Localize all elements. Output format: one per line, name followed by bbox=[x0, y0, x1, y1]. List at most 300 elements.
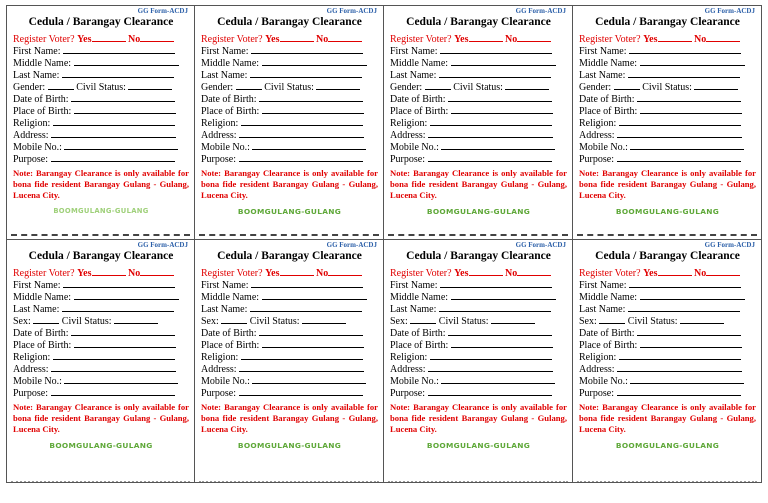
place-of-birth-label: Place of Birth: bbox=[201, 106, 260, 117]
last-name-label: Last Name: bbox=[13, 304, 60, 315]
address-row bbox=[390, 363, 567, 375]
voter-yes-label: Yes bbox=[265, 268, 280, 279]
last-name-field[interactable] bbox=[62, 303, 174, 312]
cut-line bbox=[577, 481, 757, 483]
purpose-field[interactable] bbox=[617, 387, 741, 396]
purpose-field[interactable] bbox=[428, 153, 552, 162]
religion-label: Religion: bbox=[13, 352, 51, 363]
date-of-birth-row bbox=[390, 93, 567, 105]
middle-name-row bbox=[13, 57, 189, 69]
place-of-birth-field[interactable] bbox=[262, 105, 364, 114]
form-code: GG Form-ACDJ bbox=[137, 7, 188, 15]
register-voter-label: Register Voter? bbox=[390, 268, 452, 279]
middle-name-label: Middle Name: bbox=[390, 292, 449, 303]
first-name-row bbox=[13, 279, 189, 291]
middle-name-field[interactable] bbox=[262, 57, 367, 66]
voter-no-label: No bbox=[505, 268, 518, 279]
last-name-label: Last Name: bbox=[13, 70, 60, 81]
register-voter-row bbox=[13, 267, 189, 279]
voter-no-blank[interactable] bbox=[328, 33, 362, 42]
middle-name-row bbox=[579, 57, 756, 69]
civil-status-label: Civil Status: bbox=[61, 316, 112, 327]
date-of-birth-row bbox=[201, 327, 378, 339]
brand-name: BOOMGULANG-GULANG bbox=[426, 441, 531, 450]
brand-name: BOOMGULANG-GULANG bbox=[237, 441, 342, 450]
first-name-label: First Name: bbox=[201, 280, 249, 291]
address-label: Address: bbox=[579, 130, 615, 141]
last-name-field[interactable] bbox=[250, 303, 362, 312]
residency-note: Note: Barangay Clearance is only available for bona fide resident Barangay Gulang - Gulang, Lucena City. bbox=[13, 168, 189, 200]
purpose-field[interactable] bbox=[239, 153, 363, 162]
middle-name-row bbox=[201, 291, 378, 303]
address-row bbox=[579, 363, 756, 375]
civil-status-field[interactable] bbox=[680, 315, 724, 324]
religion-field[interactable] bbox=[430, 117, 552, 126]
address-field[interactable] bbox=[428, 129, 553, 138]
voter-no-label: No bbox=[128, 34, 141, 45]
address-field[interactable] bbox=[51, 363, 176, 372]
register-voter-row bbox=[201, 33, 378, 45]
form-code: GG Form-ACDJ bbox=[326, 241, 377, 249]
purpose-row bbox=[579, 153, 756, 165]
mobile-row bbox=[13, 375, 189, 387]
voter-no-label: No bbox=[128, 268, 141, 279]
middle-name-label: Middle Name: bbox=[390, 58, 449, 69]
purpose-field[interactable] bbox=[428, 387, 552, 396]
place-of-birth-field[interactable] bbox=[640, 339, 742, 348]
register-voter-row bbox=[201, 267, 378, 279]
last-name-label: Last Name: bbox=[201, 304, 248, 315]
cut-line bbox=[388, 481, 568, 483]
purpose-label: Purpose: bbox=[579, 154, 614, 165]
last-name-label: Last Name: bbox=[390, 304, 437, 315]
religion-row bbox=[201, 117, 378, 129]
first-name-row bbox=[579, 45, 756, 57]
religion-label: Religion: bbox=[201, 118, 239, 129]
place-of-birth-label: Place of Birth: bbox=[201, 340, 260, 351]
middle-name-field[interactable] bbox=[451, 291, 556, 300]
first-name-label: First Name: bbox=[390, 280, 438, 291]
mobile-field[interactable] bbox=[441, 375, 555, 384]
cut-line bbox=[11, 234, 190, 236]
place-of-birth-row bbox=[390, 339, 567, 351]
place-of-birth-field[interactable] bbox=[262, 339, 364, 348]
register-voter-label: Register Voter? bbox=[201, 34, 263, 45]
middle-name-field[interactable] bbox=[74, 291, 179, 300]
civil-status-label: Civil Status: bbox=[438, 316, 489, 327]
sex-label: Sex: bbox=[201, 316, 219, 327]
first-name-field[interactable] bbox=[63, 279, 175, 288]
voter-yes-blank[interactable] bbox=[280, 33, 314, 42]
purpose-row bbox=[13, 153, 189, 165]
middle-name-row bbox=[390, 291, 567, 303]
civil-status-field[interactable] bbox=[316, 81, 360, 90]
address-row bbox=[390, 129, 567, 141]
place-of-birth-field[interactable] bbox=[74, 105, 176, 114]
date-of-birth-field[interactable] bbox=[71, 327, 175, 336]
gender-field[interactable] bbox=[33, 315, 59, 324]
civil-status-label: Civil Status: bbox=[76, 82, 126, 93]
civil-status-field[interactable] bbox=[491, 315, 535, 324]
middle-name-label: Middle Name: bbox=[579, 58, 638, 69]
civil-status-field[interactable] bbox=[128, 81, 172, 90]
religion-row bbox=[390, 351, 567, 363]
middle-name-field[interactable] bbox=[640, 57, 745, 66]
voter-no-blank[interactable] bbox=[140, 267, 174, 276]
first-name-field[interactable] bbox=[629, 45, 741, 54]
date-of-birth-label: Date of Birth: bbox=[579, 328, 635, 339]
address-row bbox=[201, 363, 378, 375]
address-field[interactable] bbox=[428, 363, 553, 372]
date-of-birth-field[interactable] bbox=[259, 327, 363, 336]
place-of-birth-row bbox=[201, 339, 378, 351]
purpose-field[interactable] bbox=[51, 387, 175, 396]
middle-name-field[interactable] bbox=[262, 291, 367, 300]
mobile-field[interactable] bbox=[630, 375, 744, 384]
address-row bbox=[579, 129, 756, 141]
address-field[interactable] bbox=[51, 129, 176, 138]
clearance-form-card-2 bbox=[195, 5, 384, 240]
register-voter-row bbox=[579, 267, 756, 279]
last-name-field[interactable] bbox=[439, 69, 551, 78]
voter-no-label: No bbox=[694, 268, 707, 279]
sex-label: Sex: bbox=[390, 316, 408, 327]
purpose-row bbox=[390, 153, 567, 165]
first-name-label: First Name: bbox=[13, 46, 61, 57]
address-label: Address: bbox=[579, 364, 615, 375]
voter-no-blank[interactable] bbox=[328, 267, 362, 276]
clearance-form-card-6 bbox=[195, 240, 384, 483]
address-row bbox=[13, 129, 189, 141]
register-voter-label: Register Voter? bbox=[201, 268, 263, 279]
gender-field[interactable] bbox=[48, 81, 74, 90]
address-label: Address: bbox=[390, 130, 426, 141]
date-of-birth-label: Date of Birth: bbox=[390, 94, 446, 105]
first-name-field[interactable] bbox=[251, 279, 363, 288]
clearance-form-card-8 bbox=[573, 240, 762, 483]
first-name-row bbox=[579, 279, 756, 291]
date-of-birth-field[interactable] bbox=[637, 327, 741, 336]
date-of-birth-row bbox=[579, 327, 756, 339]
voter-no-label: No bbox=[316, 268, 329, 279]
mobile-field[interactable] bbox=[252, 141, 366, 150]
last-name-field[interactable] bbox=[439, 303, 551, 312]
mobile-label: Mobile No.: bbox=[13, 376, 62, 387]
place-of-birth-label: Place of Birth: bbox=[13, 340, 72, 351]
brand-name: BOOMGULANG-GULANG bbox=[49, 441, 153, 450]
last-name-label: Last Name: bbox=[579, 304, 626, 315]
religion-row bbox=[201, 351, 378, 363]
religion-row bbox=[579, 351, 756, 363]
register-voter-row bbox=[13, 33, 189, 45]
register-voter-row bbox=[390, 33, 567, 45]
brand-name: BOOMGULANG-GULANG bbox=[426, 207, 531, 216]
brand-name: BOOMGULANG-GULANG bbox=[237, 207, 342, 216]
form-code: GG Form-ACDJ bbox=[515, 241, 566, 249]
purpose-label: Purpose: bbox=[390, 154, 425, 165]
residency-note: Note: Barangay Clearance is only available for bona fide resident Barangay Gulang - Gulang, Lucena City. bbox=[579, 168, 756, 200]
voter-no-label: No bbox=[316, 34, 329, 45]
mobile-label: Mobile No.: bbox=[390, 376, 439, 387]
address-label: Address: bbox=[201, 364, 237, 375]
gender-label: Gender: bbox=[201, 82, 234, 93]
gender-civil-status-row bbox=[579, 81, 756, 93]
place-of-birth-label: Place of Birth: bbox=[579, 106, 638, 117]
form-title: Cedula / Barangay Clearance bbox=[28, 250, 174, 262]
gender-civil-status-row bbox=[390, 315, 567, 327]
gender-civil-status-row bbox=[13, 315, 189, 327]
voter-no-blank[interactable] bbox=[517, 33, 551, 42]
voter-yes-blank[interactable] bbox=[658, 33, 692, 42]
gender-civil-status-row bbox=[390, 81, 567, 93]
religion-field[interactable] bbox=[619, 351, 741, 360]
date-of-birth-field[interactable] bbox=[71, 93, 175, 102]
purpose-field[interactable] bbox=[239, 387, 363, 396]
religion-label: Religion: bbox=[13, 118, 51, 129]
first-name-field[interactable] bbox=[63, 45, 175, 54]
place-of-birth-row bbox=[201, 105, 378, 117]
middle-name-row bbox=[579, 291, 756, 303]
last-name-label: Last Name: bbox=[390, 70, 437, 81]
mobile-field[interactable] bbox=[64, 375, 178, 384]
last-name-field[interactable] bbox=[628, 69, 740, 78]
clearance-form-card-4 bbox=[573, 5, 762, 240]
last-name-field[interactable] bbox=[250, 69, 362, 78]
first-name-row bbox=[13, 45, 189, 57]
gender-label: Gender: bbox=[390, 82, 423, 93]
last-name-label: Last Name: bbox=[579, 70, 626, 81]
first-name-row bbox=[390, 45, 567, 57]
place-of-birth-row bbox=[13, 105, 189, 117]
purpose-row bbox=[13, 387, 189, 399]
religion-label: Religion: bbox=[579, 118, 617, 129]
purpose-row bbox=[201, 153, 378, 165]
voter-no-label: No bbox=[505, 34, 518, 45]
mobile-row bbox=[390, 141, 567, 153]
voter-no-blank[interactable] bbox=[706, 33, 740, 42]
voter-yes-label: Yes bbox=[77, 34, 92, 45]
date-of-birth-field[interactable] bbox=[637, 93, 741, 102]
religion-row bbox=[579, 117, 756, 129]
cut-line bbox=[388, 234, 568, 236]
first-name-row bbox=[201, 279, 378, 291]
first-name-row bbox=[390, 279, 567, 291]
civil-status-field[interactable] bbox=[302, 315, 346, 324]
middle-name-label: Middle Name: bbox=[579, 292, 638, 303]
mobile-label: Mobile No.: bbox=[13, 142, 62, 153]
first-name-field[interactable] bbox=[440, 45, 552, 54]
first-name-label: First Name: bbox=[390, 46, 438, 57]
religion-field[interactable] bbox=[241, 117, 363, 126]
date-of-birth-row bbox=[13, 327, 189, 339]
mobile-field[interactable] bbox=[252, 375, 366, 384]
form-code: GG Form-ACDJ bbox=[137, 241, 188, 249]
gender-civil-status-row bbox=[201, 81, 378, 93]
religion-field[interactable] bbox=[619, 117, 741, 126]
middle-name-row bbox=[201, 57, 378, 69]
mobile-label: Mobile No.: bbox=[390, 142, 439, 153]
form-code: GG Form-ACDJ bbox=[326, 7, 377, 15]
place-of-birth-label: Place of Birth: bbox=[579, 340, 638, 351]
first-name-label: First Name: bbox=[13, 280, 61, 291]
voter-yes-blank[interactable] bbox=[92, 33, 126, 42]
place-of-birth-row bbox=[13, 339, 189, 351]
purpose-label: Purpose: bbox=[390, 388, 425, 399]
gender-field[interactable] bbox=[599, 315, 625, 324]
civil-status-field[interactable] bbox=[694, 81, 738, 90]
place-of-birth-field[interactable] bbox=[451, 339, 553, 348]
form-title: Cedula / Barangay Clearance bbox=[595, 16, 740, 28]
first-name-row bbox=[201, 45, 378, 57]
form-code: GG Form-ACDJ bbox=[515, 7, 566, 15]
cut-line bbox=[577, 234, 757, 236]
religion-row bbox=[390, 117, 567, 129]
civil-status-field[interactable] bbox=[114, 315, 158, 324]
religion-field[interactable] bbox=[53, 351, 175, 360]
place-of-birth-row bbox=[579, 339, 756, 351]
purpose-field[interactable] bbox=[617, 153, 741, 162]
residency-note: Note: Barangay Clearance is only available for bona fide resident Barangay Gulang - Gulang, Lucena City. bbox=[390, 402, 567, 434]
address-row bbox=[201, 129, 378, 141]
date-of-birth-field[interactable] bbox=[259, 93, 363, 102]
mobile-row bbox=[390, 375, 567, 387]
voter-yes-blank[interactable] bbox=[92, 267, 126, 276]
last-name-row bbox=[390, 69, 567, 81]
address-field[interactable] bbox=[617, 363, 742, 372]
voter-yes-blank[interactable] bbox=[658, 267, 692, 276]
place-of-birth-label: Place of Birth: bbox=[13, 106, 72, 117]
brand-name: BOOMGULANG-GULANG bbox=[615, 207, 720, 216]
middle-name-field[interactable] bbox=[451, 57, 556, 66]
religion-field[interactable] bbox=[241, 351, 363, 360]
date-of-birth-label: Date of Birth: bbox=[201, 328, 257, 339]
gender-field[interactable] bbox=[425, 81, 451, 90]
religion-row bbox=[13, 351, 189, 363]
mobile-row bbox=[201, 141, 378, 153]
gender-civil-status-row bbox=[13, 81, 189, 93]
middle-name-field[interactable] bbox=[74, 57, 179, 66]
purpose-field[interactable] bbox=[51, 153, 175, 162]
religion-field[interactable] bbox=[53, 117, 175, 126]
voter-no-blank[interactable] bbox=[140, 33, 174, 42]
last-name-field[interactable] bbox=[62, 69, 174, 78]
form-title: Cedula / Barangay Clearance bbox=[28, 16, 174, 28]
gender-field[interactable] bbox=[236, 81, 262, 90]
date-of-birth-label: Date of Birth: bbox=[13, 94, 69, 105]
date-of-birth-label: Date of Birth: bbox=[390, 328, 446, 339]
civil-status-label: Civil Status: bbox=[642, 82, 692, 93]
address-field[interactable] bbox=[617, 129, 742, 138]
address-field[interactable] bbox=[239, 129, 364, 138]
first-name-label: First Name: bbox=[579, 280, 627, 291]
mobile-label: Mobile No.: bbox=[579, 376, 628, 387]
middle-name-label: Middle Name: bbox=[201, 292, 260, 303]
gender-label: Gender: bbox=[579, 82, 612, 93]
address-label: Address: bbox=[201, 130, 237, 141]
last-name-field[interactable] bbox=[628, 303, 740, 312]
civil-status-field[interactable] bbox=[505, 81, 549, 90]
brand-name: BOOMGULANG-GULANG bbox=[53, 207, 149, 215]
register-voter-row bbox=[579, 33, 756, 45]
form-code: GG Form-ACDJ bbox=[704, 241, 755, 249]
last-name-row bbox=[201, 69, 378, 81]
address-label: Address: bbox=[13, 130, 49, 141]
last-name-label: Last Name: bbox=[201, 70, 248, 81]
clearance-form-card-3 bbox=[384, 5, 573, 240]
place-of-birth-field[interactable] bbox=[640, 105, 742, 114]
middle-name-label: Middle Name: bbox=[13, 292, 72, 303]
address-label: Address: bbox=[13, 364, 49, 375]
place-of-birth-label: Place of Birth: bbox=[390, 340, 449, 351]
middle-name-field[interactable] bbox=[640, 291, 745, 300]
place-of-birth-field[interactable] bbox=[74, 339, 176, 348]
address-label: Address: bbox=[390, 364, 426, 375]
register-voter-label: Register Voter? bbox=[13, 268, 75, 279]
middle-name-row bbox=[13, 291, 189, 303]
voter-yes-label: Yes bbox=[643, 268, 658, 279]
date-of-birth-field[interactable] bbox=[448, 93, 552, 102]
voter-yes-label: Yes bbox=[454, 268, 469, 279]
place-of-birth-label: Place of Birth: bbox=[390, 106, 449, 117]
sex-label: Sex: bbox=[579, 316, 597, 327]
purpose-row bbox=[390, 387, 567, 399]
cut-line bbox=[199, 234, 379, 236]
gender-field[interactable] bbox=[221, 315, 247, 324]
first-name-field[interactable] bbox=[251, 45, 363, 54]
religion-row bbox=[13, 117, 189, 129]
voter-yes-blank[interactable] bbox=[469, 267, 503, 276]
place-of-birth-row bbox=[390, 105, 567, 117]
purpose-row bbox=[201, 387, 378, 399]
religion-label: Religion: bbox=[201, 352, 239, 363]
voter-no-blank[interactable] bbox=[706, 267, 740, 276]
voter-yes-blank[interactable] bbox=[469, 33, 503, 42]
first-name-field[interactable] bbox=[440, 279, 552, 288]
address-field[interactable] bbox=[239, 363, 364, 372]
date-of-birth-label: Date of Birth: bbox=[201, 94, 257, 105]
religion-field[interactable] bbox=[430, 351, 552, 360]
cut-line bbox=[199, 481, 379, 483]
voter-no-blank[interactable] bbox=[517, 267, 551, 276]
date-of-birth-row bbox=[390, 327, 567, 339]
mobile-row bbox=[13, 141, 189, 153]
date-of-birth-row bbox=[13, 93, 189, 105]
mobile-field[interactable] bbox=[630, 141, 744, 150]
date-of-birth-field[interactable] bbox=[448, 327, 552, 336]
voter-yes-label: Yes bbox=[454, 34, 469, 45]
date-of-birth-label: Date of Birth: bbox=[579, 94, 635, 105]
gender-field[interactable] bbox=[410, 315, 436, 324]
mobile-field[interactable] bbox=[441, 141, 555, 150]
middle-name-label: Middle Name: bbox=[13, 58, 72, 69]
first-name-label: First Name: bbox=[579, 46, 627, 57]
mobile-field[interactable] bbox=[64, 141, 178, 150]
place-of-birth-field[interactable] bbox=[451, 105, 553, 114]
voter-yes-blank[interactable] bbox=[280, 267, 314, 276]
purpose-label: Purpose: bbox=[13, 154, 48, 165]
sex-label: Sex: bbox=[13, 316, 31, 327]
first-name-field[interactable] bbox=[629, 279, 741, 288]
last-name-row bbox=[13, 69, 189, 81]
register-voter-label: Register Voter? bbox=[579, 268, 641, 279]
residency-note: Note: Barangay Clearance is only available for bona fide resident Barangay Gulang - Gulang, Lucena City. bbox=[201, 168, 378, 200]
gender-field[interactable] bbox=[614, 81, 640, 90]
date-of-birth-label: Date of Birth: bbox=[13, 328, 69, 339]
clearance-form-card-5 bbox=[6, 240, 195, 483]
address-row bbox=[13, 363, 189, 375]
mobile-label: Mobile No.: bbox=[579, 142, 628, 153]
civil-status-label: Civil Status: bbox=[249, 316, 300, 327]
